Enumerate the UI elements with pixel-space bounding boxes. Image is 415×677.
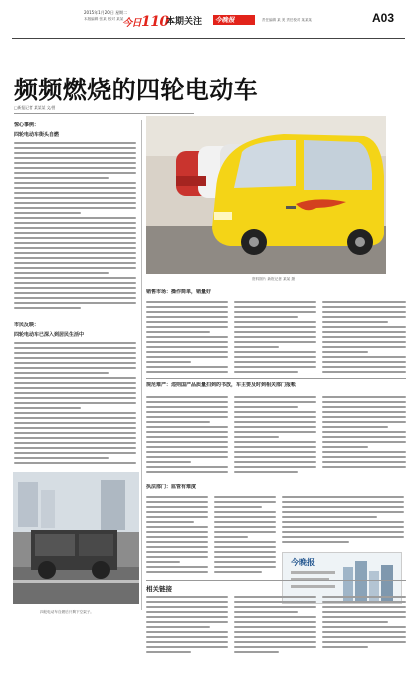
section-rule [146,378,406,379]
body-text [146,396,228,476]
body-text [322,596,406,651]
middle-section-enforcement [146,484,276,576]
section-subtitle: 规范难产：违则国产品质量扫到的书放，车主要及时到相关部门报帐 [146,382,297,388]
burned-car-photo [13,472,139,604]
body-text [214,496,276,576]
body-text [322,396,406,471]
column-divider [141,120,142,610]
body-text [234,596,316,654]
body-text [146,496,208,576]
column-logo [122,14,169,30]
byline: □新报记者 某某某 文/图 [14,105,56,110]
middle-section-market [146,289,406,375]
related-links-title: 相关链接 [146,585,172,593]
related-links [146,584,406,654]
page-number: A03 [372,11,395,25]
section-kicker: 市民反映： [14,322,40,328]
middle-section-regulation [146,382,406,478]
left-column-middle [14,322,136,467]
body-text [234,301,316,375]
section-title: 本期关注 [166,17,203,27]
article-headline: 频频燃烧的四轮电动车 [14,76,258,104]
body-text [14,142,136,309]
section-subtitle: 四轮电动车已深入到居民生活中 [14,331,85,338]
section-subtitle: 执法部门：监管有难度 [146,484,197,490]
editor-credit: 本版编辑 张某 校对 某某 [84,17,124,21]
staff-credit: 责任编辑 某 美 责任校对 某某某 [262,18,312,22]
issue-date: 2015年1月20日 星期二 [84,10,128,15]
burned-car-caption: 四轮电动车自燃后只剩下空架子。 [40,610,94,614]
column-logo-number: 110 [141,14,169,30]
right-column-text [282,496,404,548]
section-subtitle: 四轮电动车街头自燃 [14,131,60,138]
headline-rule [14,113,194,114]
newspaper-brand: 今晚报 [213,15,255,25]
ad-title: 今晚报 [291,558,315,567]
column-logo-text: 今日 [122,18,141,29]
body-text [234,396,316,476]
section-subtitle: 销售市场：操作简单，销量好 [146,289,212,295]
left-column-top [14,122,136,314]
section-kicker: 惊心事例： [14,122,40,128]
section-rule [146,580,406,581]
body-text [322,301,406,375]
masthead-rule [12,38,405,39]
photo-caption: 资料图片 新报记者 某某 摄 [252,277,295,281]
body-text [14,342,136,467]
body-text [146,596,228,654]
body-text [146,301,228,375]
electric-cars-photo [146,116,386,274]
masthead [0,0,415,40]
